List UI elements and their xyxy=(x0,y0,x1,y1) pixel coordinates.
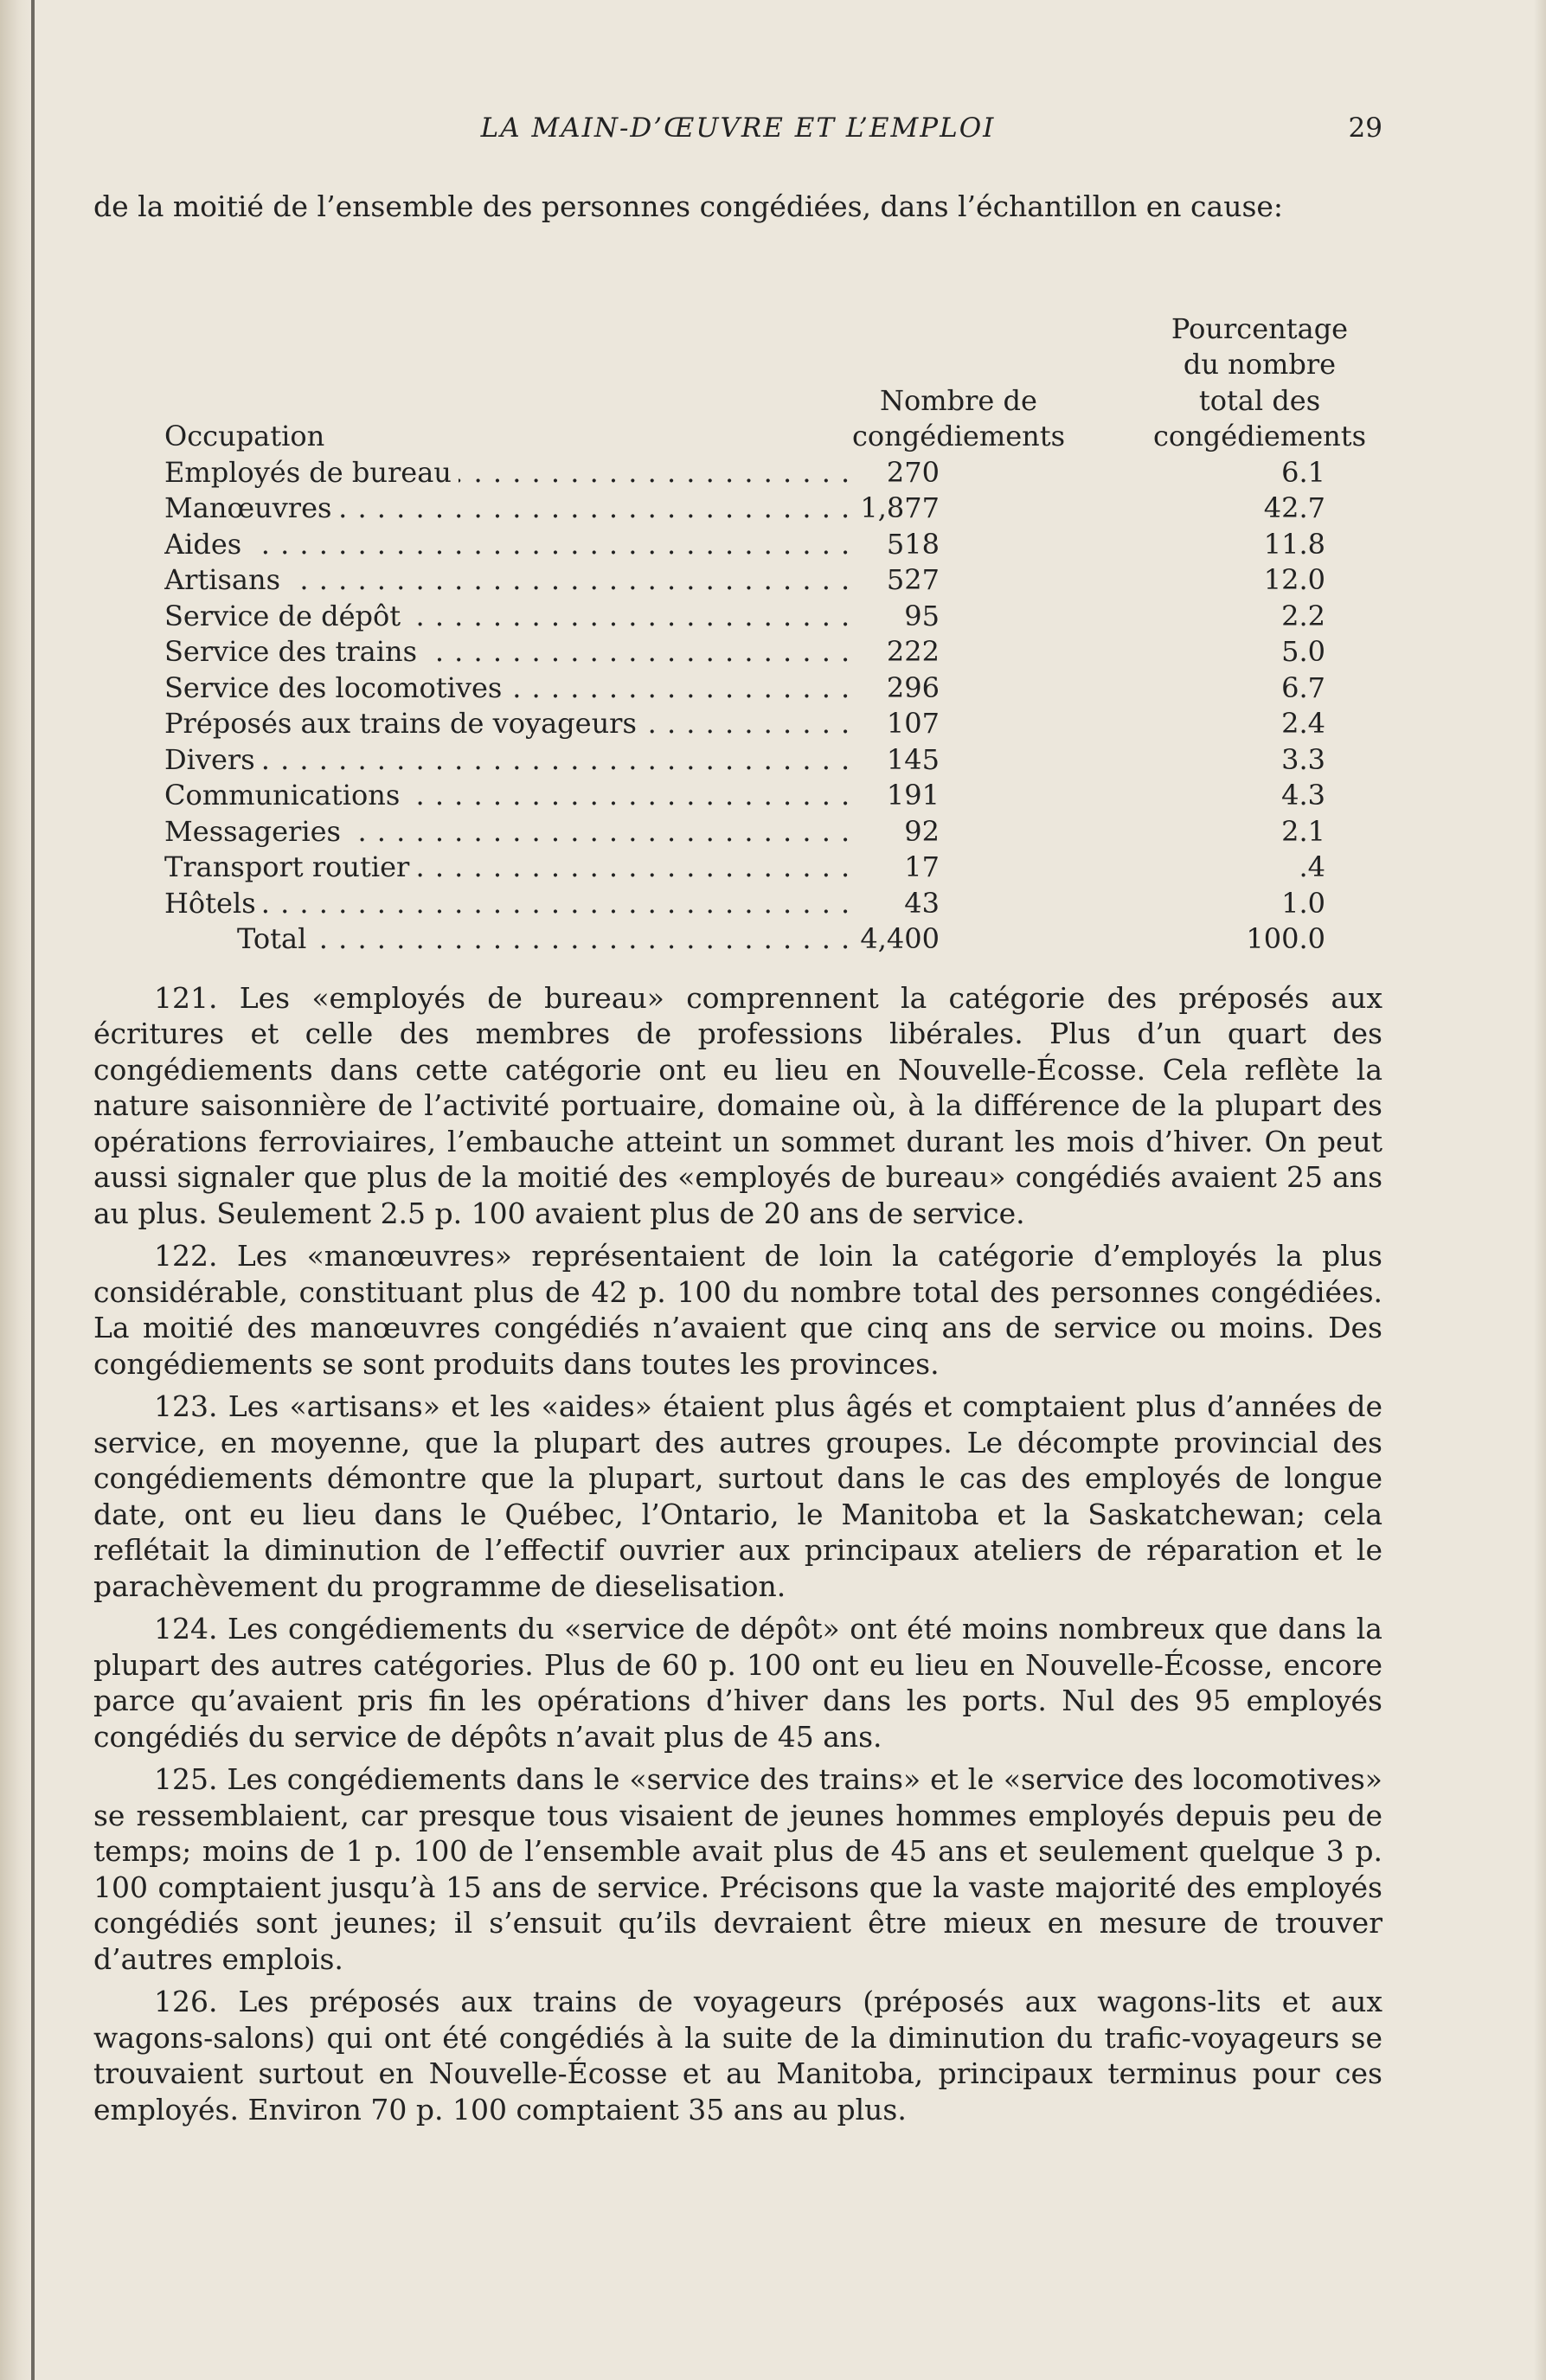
table-body xyxy=(164,455,1393,922)
row-occupation: Manœuvres xyxy=(164,491,338,524)
running-header xyxy=(93,112,1382,156)
table-row xyxy=(164,814,1393,850)
row-percent: 4.3 xyxy=(1281,779,1325,812)
table-row xyxy=(164,491,1393,527)
page-number: 29 xyxy=(1348,112,1382,144)
table-row xyxy=(164,850,1393,886)
book-binding-edge xyxy=(31,0,35,2380)
table-total-row xyxy=(164,921,1393,958)
total-label: Total xyxy=(164,922,313,955)
header-count-line2: congédiements xyxy=(851,420,1066,452)
row-percent: 2.1 xyxy=(1281,814,1325,848)
table-row xyxy=(164,742,1393,779)
row-count: 92 xyxy=(856,814,940,850)
row-occupation: Hôtels xyxy=(164,887,263,920)
header-percent xyxy=(1130,311,1389,455)
table-row xyxy=(164,634,1393,670)
row-count: 270 xyxy=(856,455,940,491)
paragraph-126: 126. Les préposés aux trains de voyageurs (préposés aux wagons-lits et aux wagons-salons) qui ont été congédiés à la suite de la diminution du trafic-voyageurs se trouvaient surtout en Nouvelle-Écosse et au Manitoba, principaux terminus pour ces employés. Environ 70 p. 100 comptaient 35 ans au plus. xyxy=(93,1985,1382,2127)
intro-paragraph: de la moitié de l’ensemble des personnes congédiées, dans l’échantillon en cause: xyxy=(93,189,1284,223)
row-occupation: Service des trains xyxy=(164,635,424,668)
row-count: 527 xyxy=(856,562,940,599)
header-occupation: Occupation xyxy=(164,420,325,452)
header-count-line1: Nombre de xyxy=(880,383,1037,417)
row-occupation: Artisans xyxy=(164,563,287,596)
row-occupation: Transport routier xyxy=(164,850,416,883)
row-count: 222 xyxy=(856,634,940,670)
table-row xyxy=(164,527,1393,563)
row-occupation: Service des locomotives xyxy=(164,671,509,704)
table-row xyxy=(164,778,1393,814)
row-occupation: Employés de bureau xyxy=(164,456,459,489)
row-percent: 11.8 xyxy=(1263,527,1325,561)
row-count: 145 xyxy=(856,742,940,779)
row-percent: 12.0 xyxy=(1263,563,1325,596)
row-count: 95 xyxy=(856,599,940,635)
table-header xyxy=(164,225,1393,455)
paragraph-121: 121. Les «employés de bureau» comprennent la catégorie des préposés aux écritures et celle des membres de professions libérales. Plus d’un quart des congédiements dans cette catégorie ont eu lieu en Nouvelle-Écosse. Cela reflète la nature saisonnière de l’activité portuaire, domaine où, à la différence de la plupart des opérations ferroviaires, l’embauche atteint un sommet durant les mois d’hiver. On peut aussi signaler que plus de la moitié des «employés de bureau» congédiés avaient 25 ans au plus. Seulement 2.5 p. 100 avaient plus de 20 ans de service. xyxy=(93,980,1382,1230)
paragraph-122: 122. Les «manœuvres» représentaient de loin la catégorie d’employés la plus considérable, constituant plus de 42 p. 100 du nombre total des personnes congédiées. La moitié des manœuvres congédiés n’avaient que cinq ans de service ou moins. Des congédiements se sont produits dans toutes les provinces. xyxy=(93,1239,1382,1381)
row-occupation: Préposés aux trains de voyageurs xyxy=(164,707,644,740)
row-percent: 1.0 xyxy=(1281,886,1325,920)
row-occupation: Divers xyxy=(164,743,262,776)
header-percent-line4: congédiements xyxy=(1152,420,1367,452)
table-row xyxy=(164,599,1393,635)
row-count: 1,877 xyxy=(856,491,940,527)
table-row xyxy=(164,562,1393,599)
page-right-edge xyxy=(1534,0,1546,2380)
header-percent-line2: du nombre xyxy=(1183,348,1337,381)
table-row xyxy=(164,670,1393,707)
row-count: 107 xyxy=(856,706,940,742)
body-text xyxy=(93,189,1382,2127)
header-count xyxy=(829,383,1088,455)
row-percent: 6.7 xyxy=(1281,670,1325,704)
total-count: 4,400 xyxy=(856,921,940,958)
row-count: 191 xyxy=(856,778,940,814)
layoff-table xyxy=(164,225,1393,958)
table-row xyxy=(164,886,1393,922)
row-occupation: Aides xyxy=(164,528,248,561)
header-percent-line1: Pourcentage xyxy=(1171,311,1349,345)
row-percent: 5.0 xyxy=(1281,635,1325,668)
row-occupation: Service de dépôt xyxy=(164,600,407,632)
row-count: 43 xyxy=(856,886,940,922)
row-percent: 2.4 xyxy=(1281,707,1325,740)
row-percent: 3.3 xyxy=(1281,742,1325,776)
row-percent: 42.7 xyxy=(1263,491,1325,524)
row-occupation: Communications xyxy=(164,779,407,812)
row-count: 296 xyxy=(856,670,940,707)
running-title: LA MAIN-D’ŒUVRE ET L’EMPLOI xyxy=(480,112,996,144)
paragraph-125: 125. Les congédiements dans le «service des trains» et le «service des locomotives» se ressemblaient, car presque tous visaient de jeunes hommes employés depuis peu de temps; moins de 1 p. 100 de l’ensemble avait plus de 45 ans et seulement quelque 3 p. 100 comptaient jusqu’à 15 ans de service. Précisons que la vaste majorité des employés congédiés sont jeunes; il s’ensuit qu’ils devraient être mieux en mesure de trouver d’autres emplois. xyxy=(93,1762,1382,1976)
paragraph-123: 123. Les «artisans» et les «aides» étaient plus âgés et comptaient plus d’années de service, en moyenne, que la plupart des autres groupes. Le décompte provincial des congédiements démontre que la plupart, surtout dans le cas des employés de longue date, ont eu lieu dans le Québec, l’Ontario, le Manitoba et la Saskatchewan; cela reflétait la diminution de l’effectif ouvrier aux principaux ateliers de réparation et le parachèvement du programme de dieselisation. xyxy=(93,1389,1382,1603)
row-percent: .4 xyxy=(1299,850,1325,883)
row-occupation: Messageries xyxy=(164,815,348,848)
paragraph-124: 124. Les congédiements du «service de dépôt» ont été moins nombreux que dans la plupart des autres catégories. Plus de 60 p. 100 ont eu lieu en Nouvelle-Écosse, encore parce qu’avaient pris fin les opérations d’hiver dans les ports. Nul des 95 employés congédiés du service de dépôts n’avait plus de 45 ans. xyxy=(93,1612,1382,1754)
row-percent: 6.1 xyxy=(1281,455,1325,489)
row-percent: 2.2 xyxy=(1281,599,1325,632)
document-page xyxy=(93,0,1382,2380)
row-count: 518 xyxy=(856,527,940,563)
table-row xyxy=(164,706,1393,742)
table-row xyxy=(164,455,1393,491)
row-count: 17 xyxy=(856,850,940,886)
book-spine-shadow xyxy=(0,0,33,2380)
header-percent-line3: total des xyxy=(1198,383,1321,417)
total-percent: 100.0 xyxy=(1246,922,1325,955)
